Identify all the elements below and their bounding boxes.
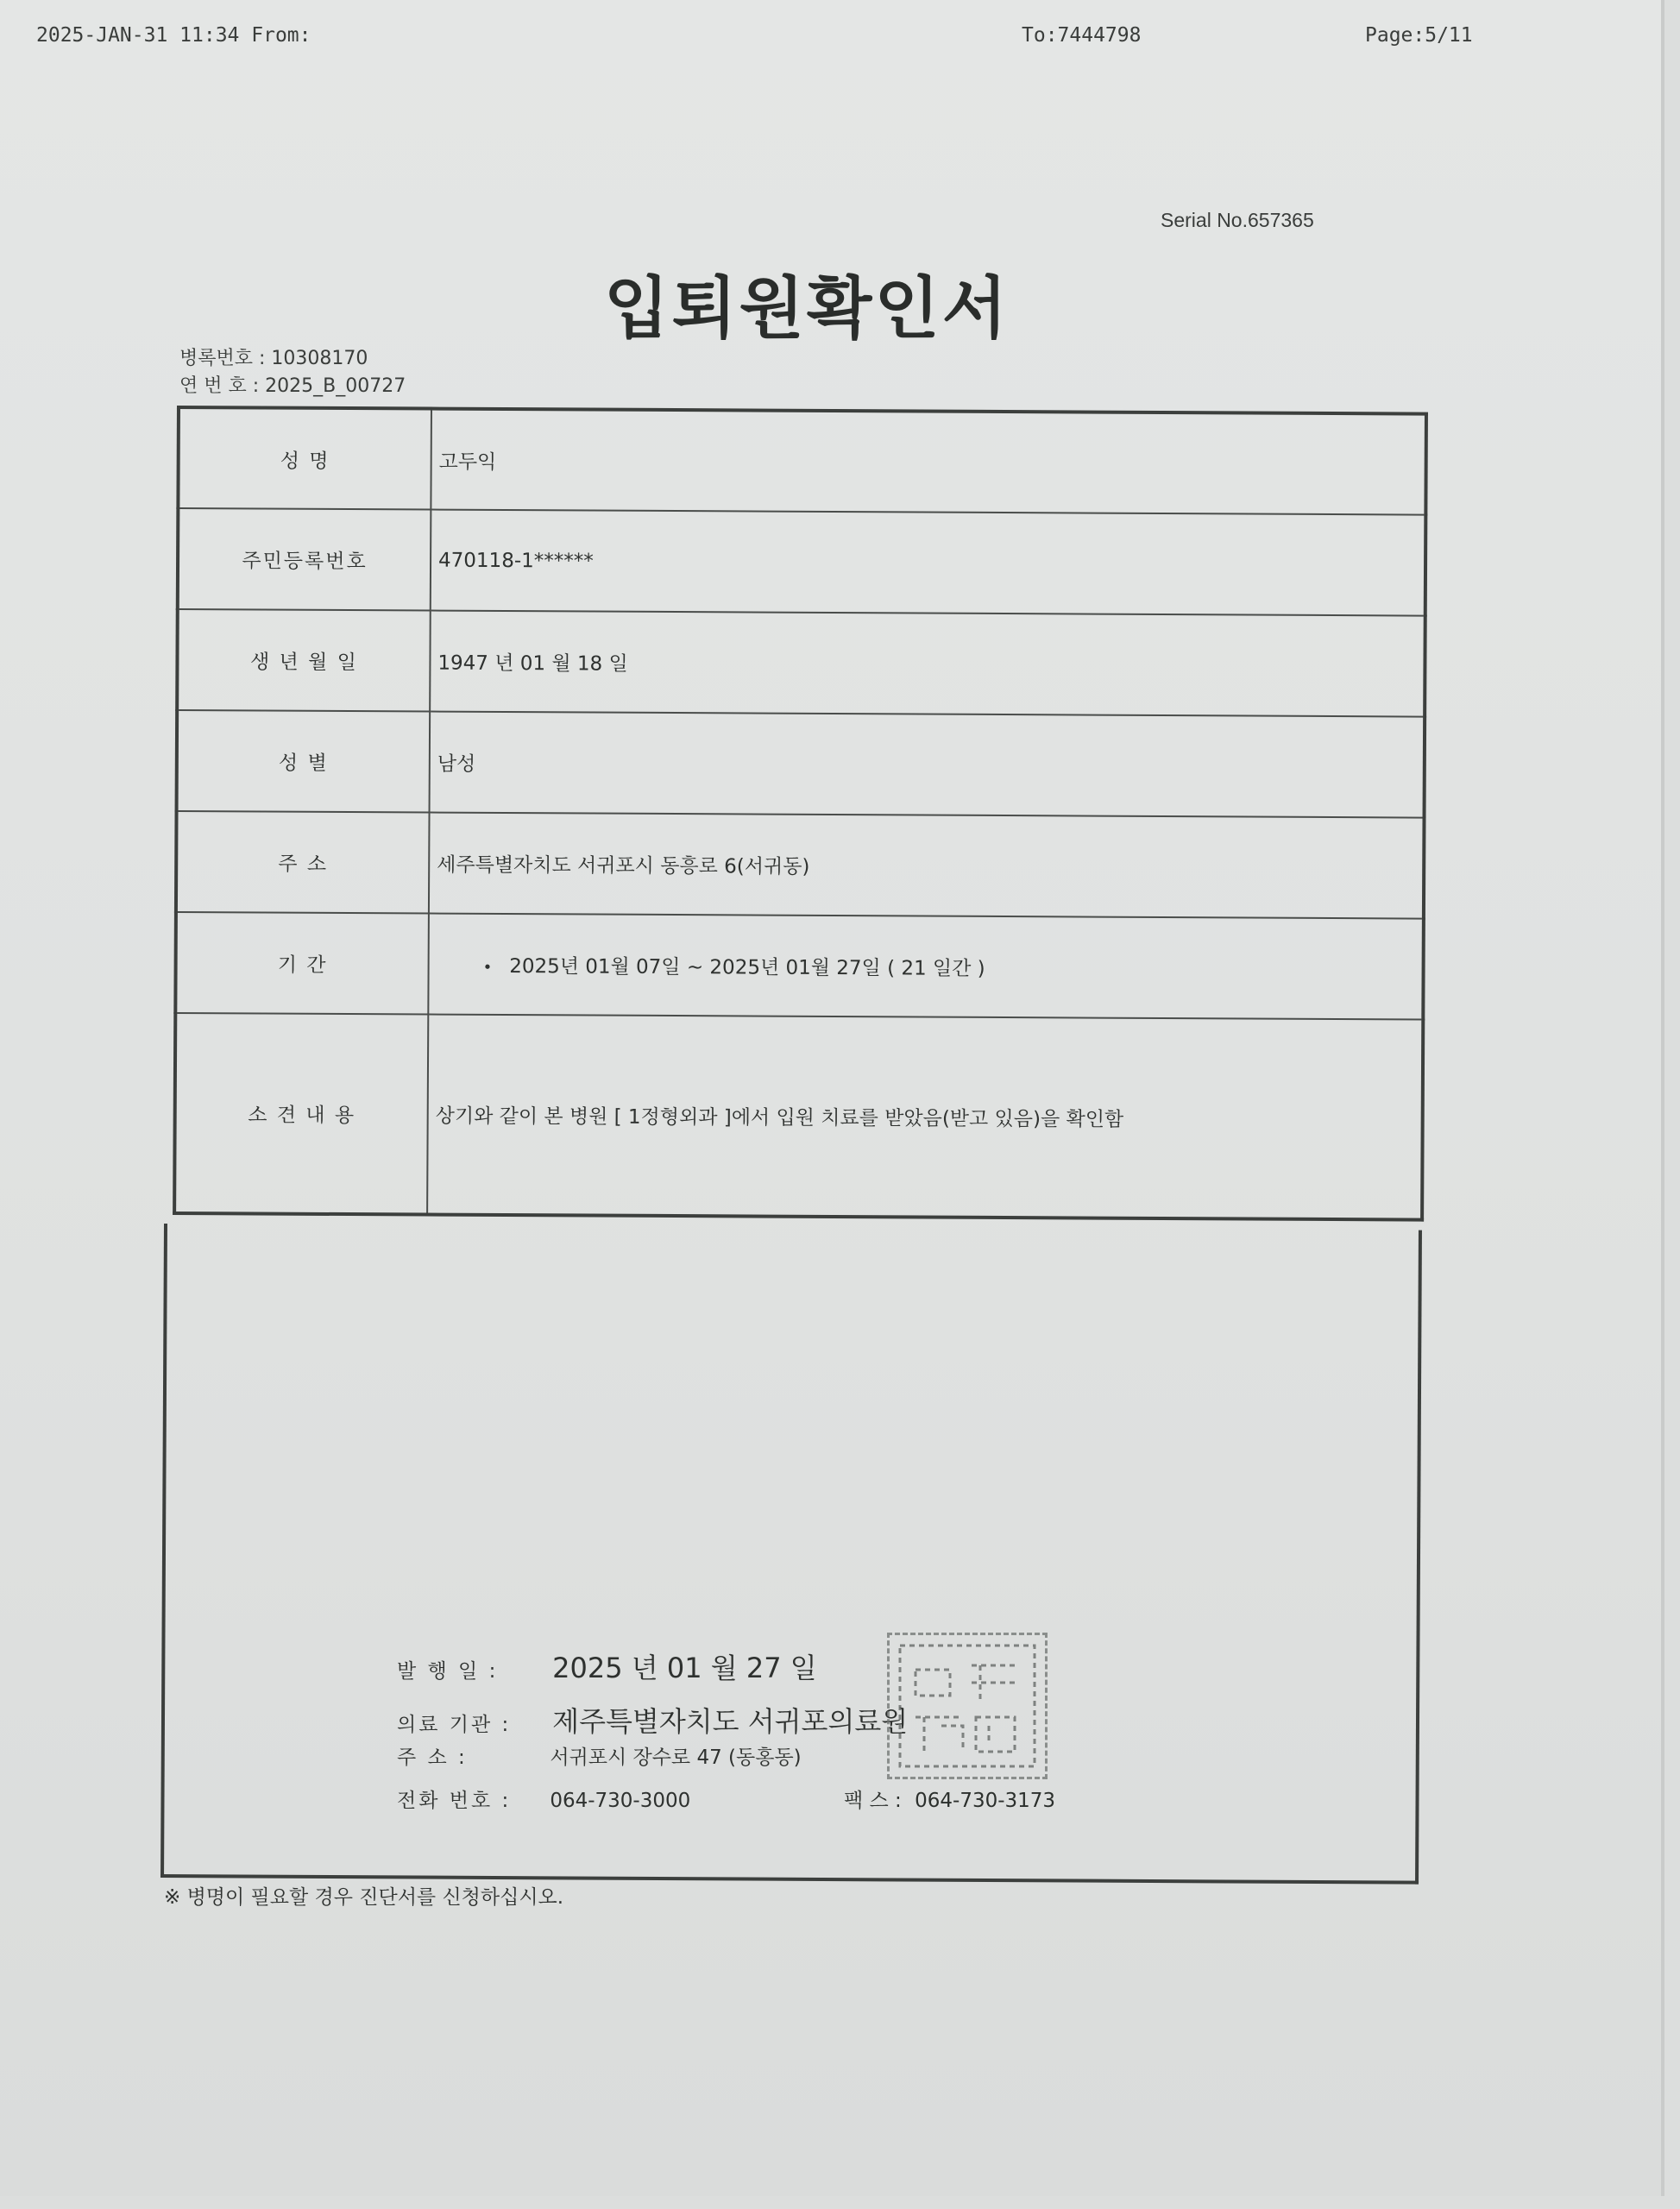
issue-sequence-number: 연 번 호 : 2025_B_00727 [179,375,406,397]
institution-address-label: 주 소 : [397,1746,468,1769]
institution-address-line [397,1741,802,1770]
sex-value: 남성 [430,712,1425,818]
findings-label: 소 견 내 용 [174,1013,428,1215]
document-title: 입퇴원확인서 [603,270,1010,348]
fax-page-number: Page:5/11 [1365,24,1473,47]
record-number: 병록번호 : 10308170 [179,348,368,369]
address-label: 주 소 [176,811,430,914]
serial-number: Serial No.657365 [1161,209,1314,231]
resident-id-value: 470118-1****** [431,510,1426,616]
table-row-period [175,912,1424,1020]
institution-value: 제주특별자치도 서귀포의료원 [552,1705,909,1738]
address-value: 세주특별자치도 서귀포시 동흥로 6(서귀동) [429,813,1425,919]
institution-fax-line [844,1784,1055,1813]
institution-line [397,1700,908,1740]
fax-label: 팩 스 : [844,1790,902,1812]
issuer-box [160,1224,1422,1885]
name-label: 성 명 [178,407,431,510]
issue-date-value: 2025 년 01 월 27 일 [552,1652,817,1684]
official-seal-stamp [887,1633,1048,1779]
phone-value: 064-730-3000 [550,1790,691,1812]
period-label: 기 간 [175,912,429,1015]
phone-label: 전화 번호 : [397,1790,512,1812]
birthdate-label: 생 년 월 일 [177,609,431,712]
issue-date-line [397,1646,817,1686]
sex-label: 성 별 [177,710,431,813]
table-row-birthdate [177,609,1425,717]
fax-recipient: To:7444798 [1022,24,1142,47]
seal-pattern-icon [890,1635,1045,1777]
patient-info-table [173,406,1428,1222]
table-row-findings [174,1013,1423,1220]
table-row-address [176,811,1425,919]
institution-phone-line [397,1784,690,1813]
period-value: • 2025년 01월 07일 ~ 2025년 01월 27일 ( 21 일간 ) [428,914,1424,1020]
institution-label: 의료 기관 : [397,1714,512,1736]
birthdate-value: 1947 년 01 월 18 일 [430,611,1425,717]
resident-id-label: 주민등록번호 [178,508,431,611]
table-row-sex [177,710,1425,818]
name-value: 고두익 [431,409,1426,515]
table-row-name [178,407,1426,515]
institution-address-value: 서귀포시 장수로 47 (동홍동) [550,1746,802,1769]
findings-value: 상기와 같이 본 병원 [ 1정형외과 ]에서 입원 치료를 받았음(받고 있음)을 확인함 [427,1015,1423,1220]
issue-date-label: 발 행 일 : [397,1660,499,1683]
fax-value: 064-730-3173 [915,1790,1056,1812]
table-row-resident-id [178,508,1426,616]
fax-header [36,24,1625,55]
fax-timestamp: 2025-JAN-31 11:34 From: [36,24,311,47]
footnote: ※ 병명이 필요할 경우 진단서를 신청하십시오. [164,1886,564,1909]
